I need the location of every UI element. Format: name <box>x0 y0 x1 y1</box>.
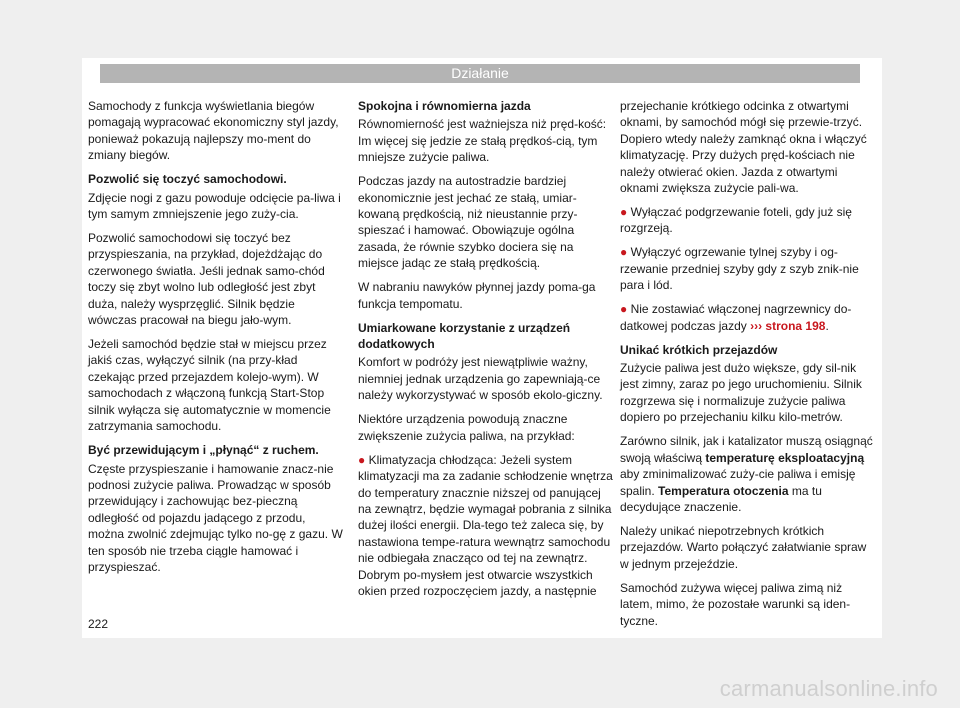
bullet-text: Klimatyzacja chłodząca: Jeżeli system klimatyzacji ma za zadanie schłodzenie wnętrza do temperatury znacznie niższej od panującej na zewnątrz, będzie wymagał pobrania z silnika dużej ilości energii. Dla-tego też zaleca się, by nastawiona tempe-ratura wewnątrz samochodu nie odbiegała znacząco od tej na zewnątrz. Dobrym po-mysłem jest otwarcie wszystkich okien przed rozpoczęciem jazdy, a następnie <box>358 452 613 598</box>
subheading: Umiarkowane korzystanie z urządzeń dodatkowych <box>358 320 571 352</box>
paragraph: Należy unikać niepotrzebnych krótkich przejazdów. Warto połączyć załatwianie spraw w jednym przejeździe. <box>620 523 867 571</box>
paragraph: Równomierność jest ważniejsza niż pręd-kość: Im więcej się jedzie ze stałą prędkoś-cią, tym mniejsze zużycie paliwa. <box>358 117 607 165</box>
section-header: Działanie <box>100 64 860 83</box>
bullet-item <box>620 301 875 334</box>
paragraph: Zużycie paliwa jest dużo większe, gdy sil-nik jest zimny, zaraz po jego uruchomieniu. Silnik rozgrzewa się i normalizuje zużycie paliwa dopiero po przejechaniu kilku kilo-metrów. <box>620 361 862 425</box>
text-column-1 <box>88 98 343 583</box>
subheading: Unikać krótkich przejazdów <box>620 342 778 357</box>
bullet-text: Nie zostawiać włączonej nagrzewnicy do-datkowej podczas jazdy <box>620 302 852 333</box>
paragraph: W nabraniu nawyków płynnej jazdy poma-ga funkcja tempomatu. <box>358 280 596 311</box>
paragraph: Samochód zużywa więcej paliwa zimą niż latem, mimo, że pozostałe warunki są iden-tyczne. <box>620 580 851 628</box>
paragraph: Zdjęcie nogi z gazu powoduje odcięcie pa-liwa i tym samym zmniejszenie jego zuży-cia. <box>88 190 341 222</box>
bullet-icon: ● <box>358 452 366 467</box>
paragraph: Podczas jazdy na autostradzie bardziej ekonomicznie jest jechać ze stałą, umiar-kowaną prędkością, niż nieustannie przy-spieszać i hamować. Obowiązuje ogólna zasada, że równie szybko dociera się na miejsce jadąc ze stałą prędkością. <box>358 174 578 271</box>
subheading: Spokojna i równomierna jazda <box>358 99 531 113</box>
paragraph: Pozwolić samochodowi się toczyć bez przyspieszania, na przykład, dojeżdżając do czerwonego światła. Jeśli jednak samo-chód toczy się zbyt wolno lub odległość jest zbyt duża, należy wysprzęglić. Silnik będzie wówczas pracował na biegu jało-wym. <box>88 231 325 328</box>
text-column-2 <box>358 98 613 607</box>
paragraph: Komfort w podróży jest niewątpliwie ważny, niemniej jednak urządzenia go zapewniają-ce należy wykorzystywać w sposób ekolo-giczny. <box>358 355 603 403</box>
bold-term: Temperatura otoczenia <box>658 483 789 498</box>
paragraph: przejechanie krótkiego odcinka z otwartymi oknami, by samochód mógł się przewie-trzyć. Dopiero wtedy należy zamknąć okna i włączyć klimatyzację. Przy dużych pręd-kościach nie należy otwierać okien. Jazda z otwartymi oknami zwiększa zużycie pali-wa. <box>620 99 867 196</box>
bullet-icon: ● <box>620 205 628 220</box>
paragraph: Samochody z funkcja wyświetlania biegów pomagają wypracować ekonomiczny styl jazdy, ponieważ pokazują najlepszy mo-ment do zmiany biegów. <box>88 99 339 163</box>
text-column-3 <box>620 98 875 637</box>
bullet-item <box>620 204 875 237</box>
bullet-icon: ● <box>620 302 628 317</box>
page-reference-link[interactable]: ››› strona 198 <box>750 318 826 333</box>
subheading: Być przewidującym i „płynąć“ z ruchem. <box>88 443 319 458</box>
bullet-icon: ● <box>620 245 628 260</box>
punctuation: . <box>825 318 829 333</box>
text-run: aby zminimalizować zuży-cie paliwa i emisję spalin. <box>620 467 856 498</box>
watermark: carmanualsonline.info <box>719 676 938 701</box>
bold-term: temperaturę eksploatacyjną <box>705 450 865 465</box>
bullet-text: Wyłączać podgrzewanie foteli, gdy już się rozgrzeją. <box>620 205 852 236</box>
page-number: 222 <box>88 617 109 631</box>
paragraph: Jeżeli samochód będzie stał w miejscu przez jakiś czas, wyłączyć silnik (na przy-kład czekając przed przejazdem kolejo-wym). W samochodach z włączoną funkcją Start-Stop silnik wyłącza się automatycznie w momencie zatrzymania samochodu. <box>88 337 331 434</box>
bullet-item <box>358 452 613 600</box>
paragraph: Niektóre urządzenia powodują znaczne zwiększenie zużycia paliwa, na przykład: <box>358 412 575 443</box>
bullet-item <box>620 244 875 293</box>
paragraph <box>620 433 875 515</box>
text-run: Zarówno silnik, jak i katalizator muszą osiągnąć swoją właściwą <box>620 434 873 465</box>
text-run: ma tu decydujące znaczenie. <box>620 483 822 514</box>
subheading: Pozwolić się toczyć samochodowi. <box>88 172 287 187</box>
bullet-text: Wyłączyć ogrzewanie tylnej szyby i og-rzewanie przedniej szyby gdy z szyb znik-nie para i lód. <box>620 245 859 293</box>
paragraph: Częste przyspieszanie i hamowanie znacz-nie podnosi zużycie paliwa. Prowadząc w sposób przewidujący i zachowując bez-pieczną odległość od pojazdu jadącego z przodu, można zwolnić zdejmując tylko no-gę z gazu. W ten sposób nie trzeba ciągle hamować i przyspieszać. <box>88 461 343 574</box>
